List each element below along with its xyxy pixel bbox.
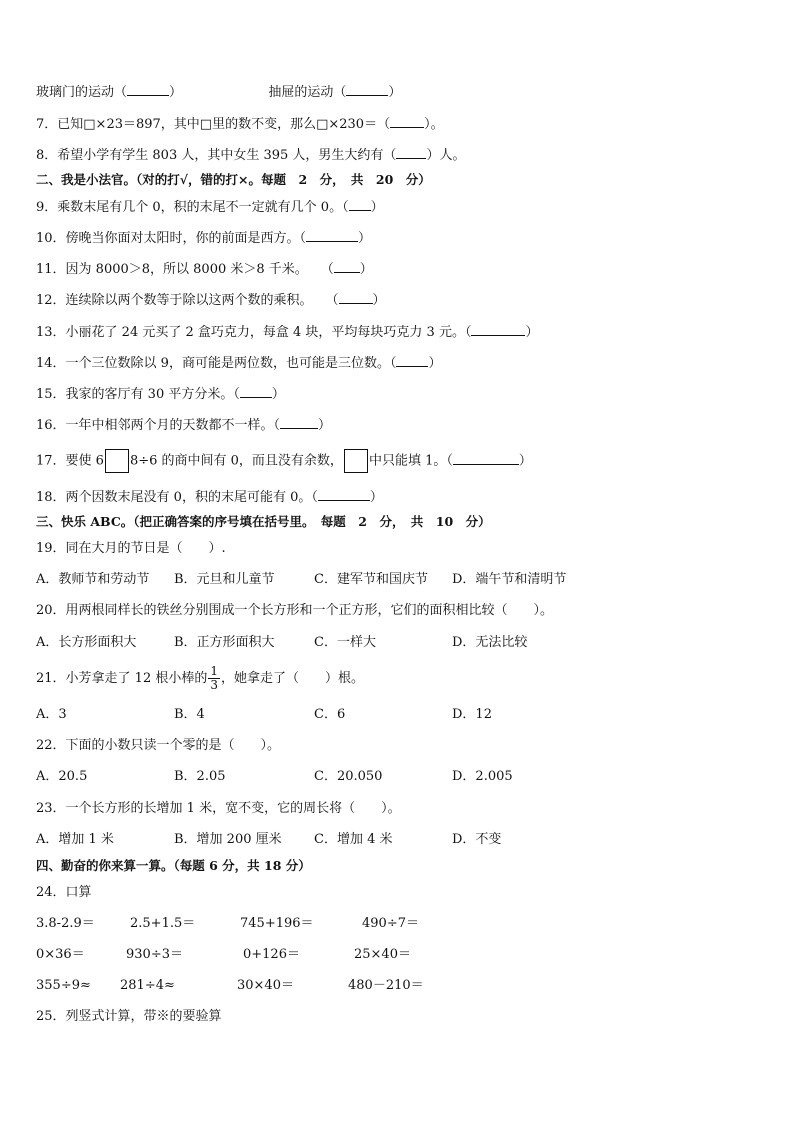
question-14: 14．一个三位数除以 9，商可能是两位数，也可能是三位数。（ ） — [36, 353, 441, 373]
option-a[interactable]: A．长方形面积大 — [36, 635, 137, 650]
question-13: 13．小丽花了 24 元买了 2 盒巧克力，每盒 4 块，平均每块巧克力 3 元。（ ） — [36, 322, 538, 342]
calc-item: 480－210＝ — [348, 978, 424, 993]
answer-blank[interactable] — [318, 487, 370, 501]
glass-door-label: 玻璃门的运动（ — [36, 85, 128, 100]
answer-blank[interactable] — [396, 353, 428, 367]
answer-blank[interactable] — [349, 197, 371, 211]
calc-item: 0×36＝ — [36, 947, 85, 962]
question-24-title: 24．口算 — [36, 885, 92, 900]
option-a[interactable]: A．增加 1 米 — [36, 832, 114, 847]
answer-blank[interactable] — [390, 114, 424, 128]
option-c[interactable]: C．20.050 — [314, 769, 383, 784]
question-25-title: 25．列竖式计算，带※的要验算 — [36, 1009, 222, 1024]
section-2-heading: 二、我是小法官。（对的打√，错的打×。每题 2 分， 共 20 分） — [36, 172, 431, 187]
calc-item: 490÷7＝ — [362, 916, 419, 931]
option-b[interactable]: B．4 — [174, 707, 205, 722]
option-a[interactable]: A．教师节和劳动节 — [36, 572, 150, 587]
answer-blank[interactable] — [346, 82, 388, 96]
question-11: 11．因为 8000＞8，所以 8000 米＞8 千米。 （ ） — [36, 259, 373, 279]
option-c[interactable]: C．一样大 — [314, 635, 376, 650]
question-16: 16．一年中相邻两个月的天数都不一样。（ ） — [36, 415, 331, 435]
digit-box[interactable] — [344, 449, 368, 473]
question-20-stem: 20．用两根同样长的铁丝分别围成一个长方形和一个正方形，它们的面积相比较（ ）。 — [36, 603, 554, 618]
question-15: 15．我家的客厅有 30 平方分米。（ ） — [36, 384, 285, 404]
option-d[interactable]: D．2.005 — [452, 769, 513, 784]
question-10: 10．傍晚当你面对太阳时，你的前面是西方。（ ） — [36, 228, 371, 248]
section-4-heading: 四、勤奋的你来算一算。（每题 6 分，共 18 分） — [36, 858, 311, 873]
question-22-stem: 22．下面的小数只读一个零的是（ ）。 — [36, 738, 281, 753]
answer-blank[interactable] — [306, 228, 358, 242]
answer-blank[interactable] — [471, 322, 525, 336]
option-b[interactable]: B．增加 200 厘米 — [174, 832, 282, 847]
question-7: 7．已知□×23＝897，其中□里的数不变，那么□×230＝（ ）。 — [36, 114, 444, 134]
option-b[interactable]: B．正方形面积大 — [174, 635, 275, 650]
answer-blank[interactable] — [280, 415, 318, 429]
question-19-stem: 19．同在大月的节日是（ ）. — [36, 541, 226, 556]
option-b[interactable]: B．2.05 — [174, 769, 226, 784]
calc-item: 930÷3＝ — [126, 947, 183, 962]
answer-blank[interactable] — [334, 259, 360, 273]
question-18: 18．两个因数末尾没有 0，积的末尾可能有 0。（ ） — [36, 487, 383, 507]
option-d[interactable]: D．12 — [452, 707, 492, 722]
fraction: $\frac{1}{3}$ — [210, 664, 218, 692]
calc-item: 3.8-2.9＝ — [36, 916, 95, 931]
option-c[interactable]: C．6 — [314, 707, 346, 722]
calc-item: 30×40＝ — [237, 978, 294, 993]
option-c[interactable]: C．增加 4 米 — [314, 832, 393, 847]
answer-blank[interactable] — [339, 290, 373, 304]
option-d[interactable]: D．端午节和清明节 — [452, 572, 567, 587]
question-21-stem: 21．小芳拿走了 12 根小棒的 $\frac{1}{3}$ ，她拿走了（ ）根。 — [36, 664, 365, 692]
calc-item: 25×40＝ — [354, 947, 411, 962]
question-9: 9．乘数末尾有几个 0，积的末尾不一定就有几个 0。（ ） — [36, 197, 384, 217]
drawer-label: 抽屉的运动（ — [268, 85, 347, 100]
option-c[interactable]: C．建军节和国庆节 — [314, 572, 428, 587]
answer-blank[interactable] — [396, 145, 426, 159]
calc-item: 281÷4≈ — [120, 978, 175, 993]
question-23-stem: 23．一个长方形的长增加 1 米，宽不变，它的周长将（ ）。 — [36, 801, 401, 816]
answer-blank[interactable] — [127, 82, 169, 96]
answer-blank[interactable] — [453, 451, 519, 465]
digit-box[interactable] — [105, 449, 129, 473]
option-a[interactable]: A．20.5 — [36, 769, 88, 784]
option-d[interactable]: D．不变 — [452, 832, 502, 847]
answer-blank[interactable] — [240, 384, 272, 398]
question-17: 17．要使 6 8÷6 的商中间有 0，而且没有余数， 中只能填 1。（ ） — [36, 449, 532, 474]
calc-item: 745+196＝ — [240, 916, 314, 931]
calc-item: 355÷9≈ — [36, 978, 91, 993]
calc-item: 0+126＝ — [243, 947, 300, 962]
option-d[interactable]: D．无法比较 — [452, 635, 528, 650]
calc-item: 2.5+1.5＝ — [130, 916, 196, 931]
question-8: 8．希望小学有学生 803 人，其中女生 395 人，男生大约有（ ）人。 — [36, 145, 465, 165]
question-6-tail: 玻璃门的运动（ ） 抽屉的运动（ ） — [36, 82, 401, 102]
option-a[interactable]: A．3 — [36, 707, 67, 722]
section-3-heading: 三、快乐 ABC。（把正确答案的序号填在括号里。 每题 2 分， 共 10 分） — [36, 514, 491, 529]
option-b[interactable]: B．元旦和儿童节 — [174, 572, 275, 587]
question-12: 12．连续除以两个数等于除以这两个数的乘积。 （ ） — [36, 290, 386, 310]
